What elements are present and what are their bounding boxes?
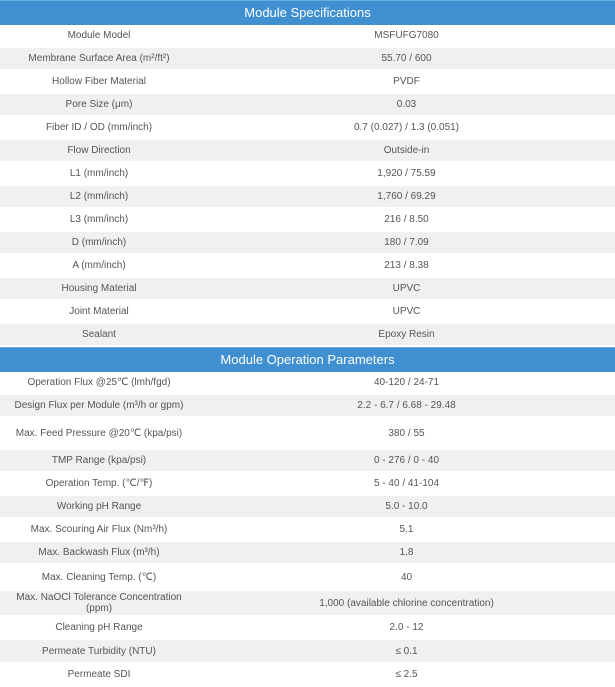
table-row [0, 542, 615, 565]
row-label: Housing Material [61, 283, 137, 294]
table-row [0, 565, 615, 591]
table-row [0, 186, 615, 209]
row-value: 5.0 - 10.0 [385, 501, 428, 512]
row-value: UPVC [392, 283, 421, 294]
row-label: TMP Range (kpa/psi) [51, 455, 147, 466]
section-header-specifications: Module Specifications [0, 0, 615, 25]
row-value: PVDF [393, 76, 420, 87]
table-row [0, 25, 615, 48]
table-row [0, 324, 615, 347]
operation-rows [0, 372, 615, 687]
row-value: 5.1 [399, 524, 414, 535]
row-value: 40-120 / 24-71 [373, 377, 440, 388]
table-row [0, 591, 615, 617]
row-label: D (mm/inch) [71, 237, 127, 248]
row-label: Module Model [67, 30, 131, 41]
table-row [0, 255, 615, 278]
row-value: 0 - 276 / 0 - 40 [373, 455, 440, 466]
row-label: L2 (mm/inch) [69, 191, 129, 202]
section-header-operation: Module Operation Parameters [0, 347, 615, 372]
row-label: Flow Direction [67, 145, 131, 156]
row-value: MSFUFG7080 [374, 30, 439, 41]
row-label: Permeate Turbidity (NTU) [42, 645, 156, 657]
row-label: Cleaning pH Range [55, 622, 143, 633]
table-row [0, 71, 615, 94]
row-value: 180 / 7.09 [384, 237, 429, 248]
table-row [0, 117, 615, 140]
row-label: Joint Material [69, 306, 129, 317]
table-row [0, 418, 615, 450]
row-value: 55.70 / 600 [381, 53, 432, 64]
row-label: L3 (mm/inch) [69, 214, 129, 225]
row-value: 40 [400, 571, 413, 583]
table-row [0, 278, 615, 301]
row-label: L1 (mm/inch) [69, 168, 129, 179]
row-label: Max. Backwash Flux (m³/h) [38, 547, 160, 558]
row-label: Operation Flux @25℃ (lmh/fgd) [27, 377, 171, 388]
row-label: Max. Feed Pressure @20℃ (kpa/psi) [15, 427, 183, 439]
table-row [0, 640, 615, 664]
row-value: 0.03 [396, 99, 417, 110]
table-row [0, 209, 615, 232]
table-row [0, 450, 615, 473]
table-row [0, 519, 615, 542]
row-label: Max. Scouring Air Flux (Nm³/h) [30, 524, 168, 535]
row-label: Membrane Surface Area (m²/ft²) [28, 53, 170, 64]
row-value: 213 / 8.38 [384, 260, 429, 271]
row-value: 1.8 [399, 547, 414, 558]
row-value: Outside-in [383, 145, 430, 156]
table-row [0, 473, 615, 496]
row-value: ≤ 2.5 [395, 669, 418, 680]
row-value: UPVC [392, 306, 421, 317]
table-row [0, 163, 615, 186]
row-value: ≤ 0.1 [395, 645, 418, 657]
row-value: 1,000 (available chlorine concentration) [319, 597, 494, 609]
row-label: Permeate SDI [67, 669, 131, 680]
row-label: Max. NaOCl Tolerance Concentration (ppm) [16, 592, 182, 614]
table-row [0, 48, 615, 71]
row-label: Working pH Range [56, 501, 142, 512]
table-row [0, 232, 615, 255]
table-row [0, 301, 615, 324]
row-label: Sealant [82, 329, 116, 340]
table-row [0, 94, 615, 117]
row-label: Hollow Fiber Material [52, 76, 146, 87]
row-value: 5 - 40 / 41-104 [373, 478, 440, 489]
row-label: Max. Cleaning Temp. (℃) [41, 571, 157, 583]
table-row [0, 617, 615, 640]
row-value: 2.2 - 6.7 / 6.68 - 29.48 [357, 400, 456, 411]
row-value: 380 / 55 [388, 427, 425, 439]
row-value: 0.7 (0.027) / 1.3 (0.051) [353, 122, 460, 133]
table-row [0, 140, 615, 163]
table-row [0, 664, 615, 687]
row-label: A (mm/inch) [72, 260, 126, 271]
row-value: 1,760 / 69.29 [377, 191, 436, 202]
row-value: 2.0 - 12 [389, 622, 424, 633]
table-row [0, 496, 615, 519]
row-value: Epoxy Resin [378, 329, 435, 340]
row-label: Design Flux per Module (m³/h or gpm) [14, 400, 184, 411]
table-row [0, 395, 615, 418]
row-value: 1,920 / 75.59 [377, 168, 436, 179]
row-value: 216 / 8.50 [384, 214, 429, 225]
row-label: Pore Size (μm) [65, 99, 133, 110]
row-label: Fiber ID / OD (mm/inch) [45, 122, 153, 133]
row-label: Operation Temp. (℃/℉) [45, 478, 153, 489]
table-row [0, 372, 615, 395]
specifications-rows [0, 25, 615, 347]
